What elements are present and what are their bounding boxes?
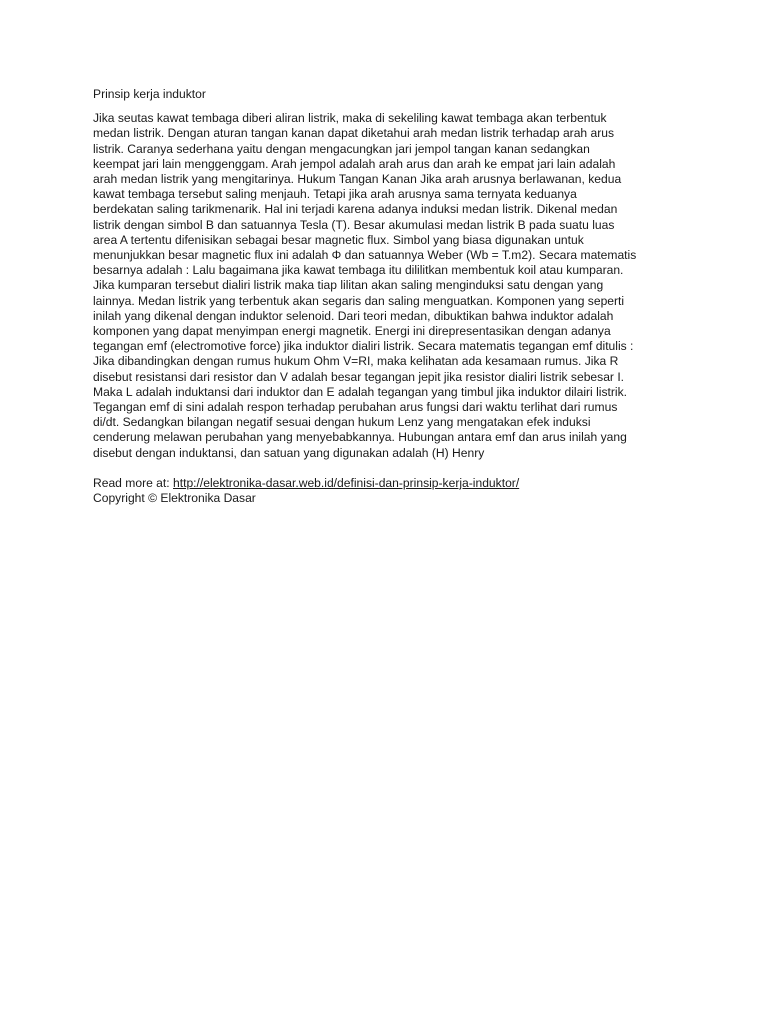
body-line: kawat tembaga tersebut saling menjauh. Tetapi jika arah arusnya sama ternyata keduanya bbox=[93, 187, 577, 202]
body-line: listrik. Caranya sederhana yaitu dengan mengacungkan jari jempol tangan kanan sedangkan bbox=[93, 141, 590, 156]
document-title: Prinsip kerja induktor bbox=[93, 87, 206, 101]
body-line: arah medan listrik yang mengitarinya. Hukum Tangan Kanan Jika arah arusnya berlawanan, kedua bbox=[93, 172, 622, 187]
body-line: disebut dengan induktansi, dan satuan yang digunakan adalah (H) Henry bbox=[93, 445, 485, 460]
body-line: keempat jari lain menggenggam. Arah jempol adalah arah arus dan arah ke empat jari lain adalah bbox=[93, 156, 616, 171]
body-line: listrik dengan simbol B dan satuannya Tesla (T). Besar akumulasi medan listrik B pada suatu luas bbox=[93, 217, 615, 232]
body-line: Jika kumparan tersebut dialiri listrik maka tiap lilitan akan saling menginduksi satu dengan yang bbox=[93, 278, 604, 293]
body-line: besarnya adalah : Lalu bagaimana jika kawat tembaga itu dililitkan membentuk koil atau kumparan. bbox=[93, 263, 624, 278]
body-line: komponen yang dapat menyimpan energi magnetik. Energi ini direpresentasikan dengan adanya bbox=[93, 324, 611, 339]
document-body bbox=[93, 111, 679, 461]
body-line: medan listrik. Dengan aturan tangan kanan dapat diketahui arah medan listrik terhadap arah arus bbox=[93, 126, 615, 141]
copyright-notice: Copyright © Elektronika Dasar bbox=[93, 491, 256, 506]
document-page bbox=[93, 87, 679, 506]
body-line: tegangan emf (electromotive force) jika induktor dialiri listrik. Secara matematis tegangan emf ditulis : bbox=[93, 339, 634, 354]
read-more-line bbox=[93, 476, 679, 491]
source-link[interactable]: http://elektronika-dasar.web.id/definisi-dan-prinsip-kerja-induktor/ bbox=[173, 475, 520, 490]
body-line: Tegangan emf di sini adalah respon terhadap perubahan arus fungsi dari waktu terlihat dari rumus bbox=[93, 400, 618, 415]
body-line: Jika seutas kawat tembaga diberi aliran listrik, maka di sekeliling kawat tembaga akan terbentuk bbox=[93, 111, 607, 126]
body-line: menunjukkan besar magnetic flux ini adalah Φ dan satuannya Weber (Wb = T.m2). Secara matematis bbox=[93, 248, 637, 263]
body-line: area A tertentu difenisikan sebagai besar magnetic flux. Simbol yang biasa digunakan untuk bbox=[93, 232, 584, 247]
body-line: inilah yang dikenal dengan induktor selenoid. Dari teori medan, dibuktikan bahwa induktor adalah bbox=[93, 308, 614, 323]
body-line: Jika dibandingkan dengan rumus hukum Ohm V=RI, maka kelihatan ada kesamaan rumus. Jika R bbox=[93, 354, 619, 369]
body-line: berdekatan saling tarikmenarik. Hal ini terjadi karena adanya induksi medan listrik. Dikenal medan bbox=[93, 202, 618, 217]
body-line: lainnya. Medan listrik yang terbentuk akan segaris dan saling menguatkan. Komponen yang seperti bbox=[93, 293, 625, 308]
body-line: cenderung melawan perubahan yang menyebabkannya. Hubungan antara emf dan arus inilah yang bbox=[93, 430, 627, 445]
body-line: Maka L adalah induktansi dari induktor dan E adalah tegangan yang timbul jika induktor dilairi listrik. bbox=[93, 384, 628, 399]
body-line: di/dt. Sedangkan bilangan negatif sesuai dengan hukum Lenz yang mengatakan efek induksi bbox=[93, 415, 591, 430]
body-line: disebut resistansi dari resistor dan V adalah besar tegangan jepit jika resistor dialiri listrik sebesar I. bbox=[93, 369, 625, 384]
read-more-label: Read more at: bbox=[93, 475, 173, 490]
